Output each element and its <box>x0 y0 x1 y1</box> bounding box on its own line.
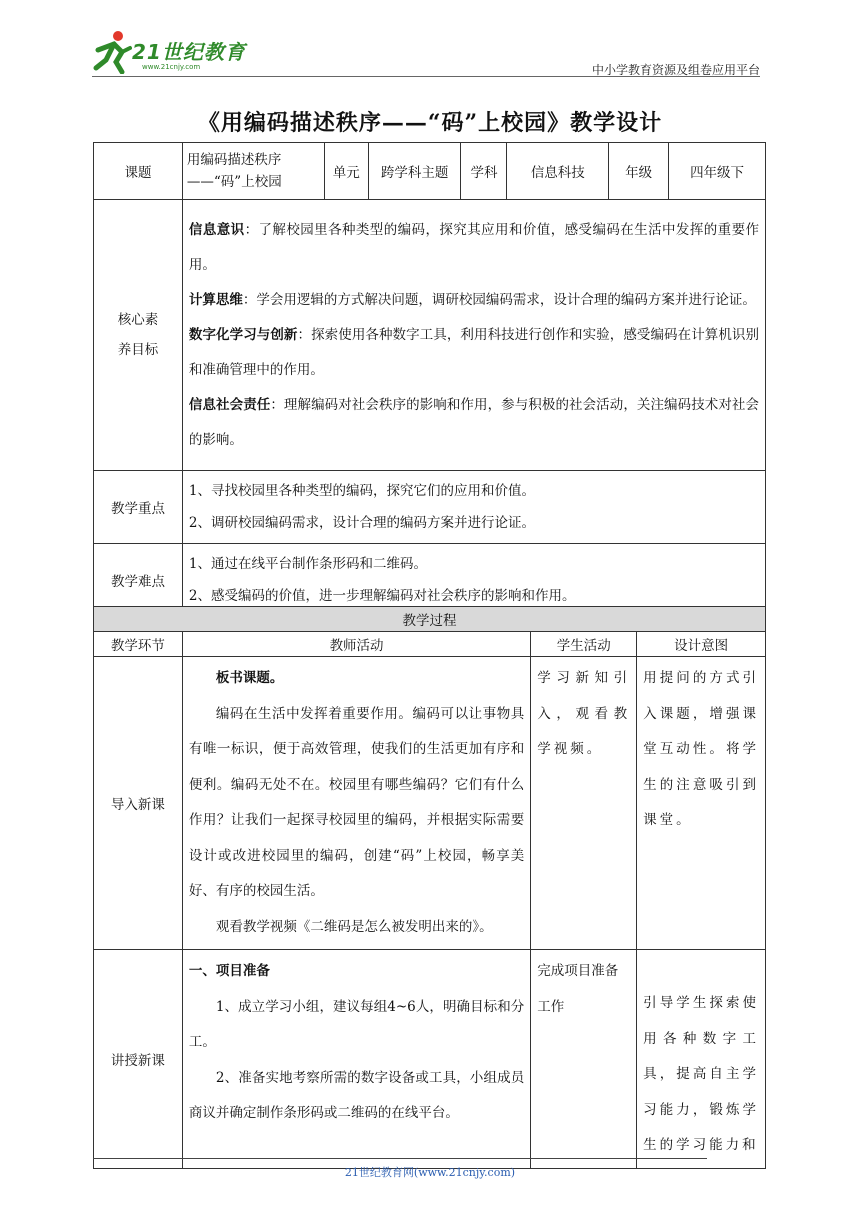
teacher-activity-cell <box>182 657 530 950</box>
logo-text: 21世纪教育 <box>132 40 246 64</box>
platform-name: 中小学教育资源及组卷应用平台 <box>591 63 760 77</box>
topic-label: 课题 <box>94 143 183 200</box>
teacher-paragraph: 编码在生活中发挥着重要作用。编码可以让事物具有唯一标识，便于高效管理，使我们的生活更加有序和便利。编码无处不在。校园里有哪些编码？它们有什么作用？让我们一起探寻校园里的编码，并根据实际需要设计或改进校园里的编码，创建“码”上校园，畅享美好、有序的校园生活。 <box>188 705 525 899</box>
teacher-paragraph: 观看教学视频《二维码是怎么被发明出来的》。 <box>215 918 493 935</box>
page-header <box>92 28 760 78</box>
header-divider <box>92 76 760 77</box>
grade-label: 年级 <box>609 143 669 200</box>
objective-title: 信息意识 <box>188 221 245 238</box>
objective-text: ：探索使用各种数字工具，利用科技进行创作和实验，感受编码在计算机识别和准确管理中的作用。 <box>188 326 760 378</box>
topic-value: 用编码描述秩序——“码”上校园 <box>182 143 324 200</box>
runner-logo-icon <box>92 28 132 74</box>
objectives-content <box>182 200 765 471</box>
column-header: 教师活动 <box>182 632 530 657</box>
difficulty-item: 1、通过在线平台制作条形码和二维码。 <box>188 556 427 572</box>
key-points-content <box>182 471 765 544</box>
column-header: 设计意图 <box>637 632 766 657</box>
unit-value: 跨学科主题 <box>368 143 461 200</box>
grade-value: 四年级下 <box>669 143 766 200</box>
teacher-paragraph: 2、准备实地考察所需的数字设备或工具，小组成员商议并确定制作条形码或二维码的在线平台。 <box>188 1069 525 1121</box>
logo-url: www.21cnjy.com <box>142 63 201 71</box>
teacher-activity-cell <box>182 950 530 1169</box>
teacher-heading: 一、项目准备 <box>188 963 270 979</box>
objective-text: ：理解编码对社会秩序的影响和作用，参与积极的社会活动，关注编码技术对社会的影响。 <box>188 396 759 448</box>
key-point-item: 2、调研校园编码需求，设计合理的编码方案并进行论证。 <box>188 515 535 531</box>
stage-cell: 导入新课 <box>94 657 183 950</box>
document-title: 《用编码描述秩序——“码”上校园》教学设计 <box>197 110 663 136</box>
table-row <box>94 657 766 950</box>
process-table <box>93 606 766 1169</box>
objective-title: 信息社会责任 <box>188 396 271 413</box>
student-activity-cell: 完成项目准备工作 <box>531 950 637 1169</box>
key-points-label: 教学重点 <box>94 471 183 544</box>
column-header: 学生活动 <box>531 632 637 657</box>
process-title: 教学过程 <box>94 607 766 632</box>
student-activity-cell: 学习新知引入，观看教学视频。 <box>531 657 637 950</box>
info-table <box>93 142 766 617</box>
subject-value: 信息科技 <box>507 143 609 200</box>
footer-link[interactable]: 21世纪教育网(www.21cnjy.com) <box>344 1166 516 1179</box>
difficulty-item: 2、感受编码的价值，进一步理解编码对社会秩序的影响和作用。 <box>188 588 576 604</box>
table-row <box>94 950 766 1169</box>
objective-text: ：学会用逻辑的方式解决问题，调研校园编码需求，设计合理的编码方案并进行论证。 <box>242 291 756 308</box>
stage-cell: 讲授新课 <box>94 950 183 1169</box>
objectives-label: 核心素养目标 <box>94 200 183 471</box>
design-intent-cell: 引导学生探索使用各种数字工具，提高自主学习能力，锻炼学生的学习能力和 <box>637 950 766 1169</box>
site-logo <box>92 28 262 78</box>
objective-text: ：了解校园里各种类型的编码，探究其应用和价值，感受编码在生活中发挥的重要作用。 <box>188 221 760 273</box>
column-header: 教学环节 <box>94 632 183 657</box>
subject-label: 学科 <box>461 143 507 200</box>
objective-title: 计算思维 <box>188 291 243 308</box>
design-intent-cell: 用提问的方式引入课题，增强课堂互动性。将学生的注意吸引到课堂。 <box>637 657 766 950</box>
objective-title: 数字化学习与创新 <box>188 326 298 343</box>
unit-label: 单元 <box>324 143 368 200</box>
footer-divider <box>93 1158 707 1159</box>
teacher-paragraph: 1、成立学习小组，建议每组4~6人，明确目标和分工。 <box>188 998 525 1050</box>
teacher-heading: 板书课题。 <box>215 670 284 686</box>
key-point-item: 1、寻找校园里各种类型的编码，探究它们的应用和价值。 <box>188 483 535 499</box>
difficulties-label: 教学难点 <box>94 544 183 617</box>
